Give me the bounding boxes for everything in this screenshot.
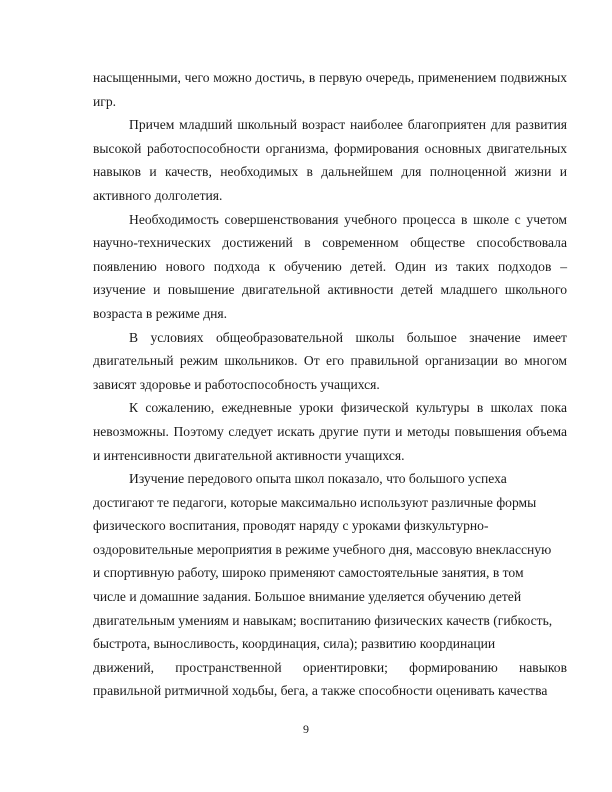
text-line: изучение и повышение двигательной активности детей младшего школьного xyxy=(93,282,567,298)
page-number: 9 xyxy=(303,722,309,736)
text-line: оздоровительные мероприятия в режиме учебного дня, массовую внеклассную xyxy=(93,541,552,557)
text-line: и интенсивности двигательной активности учащихся. xyxy=(93,447,405,463)
text-line: научно-технических достижений в современном обществе способствовала xyxy=(93,235,567,251)
text-line: правильной ритмичной ходьбы, бега, а также способности оценивать качества xyxy=(93,683,548,699)
text-line: достигают те педагоги, которые максимально используют различные формы xyxy=(93,494,537,510)
text-line: игр. xyxy=(93,93,117,109)
text-line: физического воспитания, проводят наряду с уроками физкультурно- xyxy=(93,518,489,534)
text-line: активного долголетия. xyxy=(93,187,223,203)
paragraph-first-line: В условиях общеобразовательной школы большое значение имеет xyxy=(129,329,567,345)
page-body xyxy=(93,66,567,703)
text-line: невозможны. Поэтому следует искать другие пути и методы повышения объема xyxy=(93,423,567,439)
text-line: двигательным умениям и навыкам; воспитанию физических качеств (гибкость, xyxy=(93,612,553,628)
text-line: возраста в режиме дня. xyxy=(93,305,228,321)
text-line: двигательный режим школьников. От его правильной организации во многом xyxy=(93,353,567,369)
paragraph-first-line: Необходимость совершенствования учебного процесса в школе с учетом xyxy=(129,211,567,227)
paragraph-first-line: К сожалению, ежедневные уроки физической культуры в школах пока xyxy=(129,400,567,416)
text-line: и спортивную работу, широко применяют самостоятельные занятия, в том xyxy=(93,565,524,581)
text-line: высокой работоспособности организма, формирования основных двигательных xyxy=(93,140,567,156)
text-line: насыщенными, чего можно достичь, в первую очередь, применением подвижных xyxy=(93,70,567,85)
text-line: появлению нового подхода к обучению детей. Один из таких подходов – xyxy=(93,258,567,274)
text-line: быстрота, выносливость, координация, сила); развитию координации xyxy=(93,636,496,652)
paragraph-first-line: Причем младший школьный возраст наиболее благоприятен для развития xyxy=(129,117,567,133)
paragraph-first-line: Изучение передового опыта школ показало, что большого успеха xyxy=(129,471,507,487)
text-line: числе и домашние задания. Большое внимание уделяется обучению детей xyxy=(93,589,522,605)
text-line: движений, пространственной ориентировки; формированию навыков xyxy=(93,659,567,675)
text-line: зависят здоровье и работоспособность учащихся. xyxy=(93,376,380,392)
text-line: навыков и качеств, необходимых в дальнейшем для полноценной жизни и xyxy=(93,164,567,180)
